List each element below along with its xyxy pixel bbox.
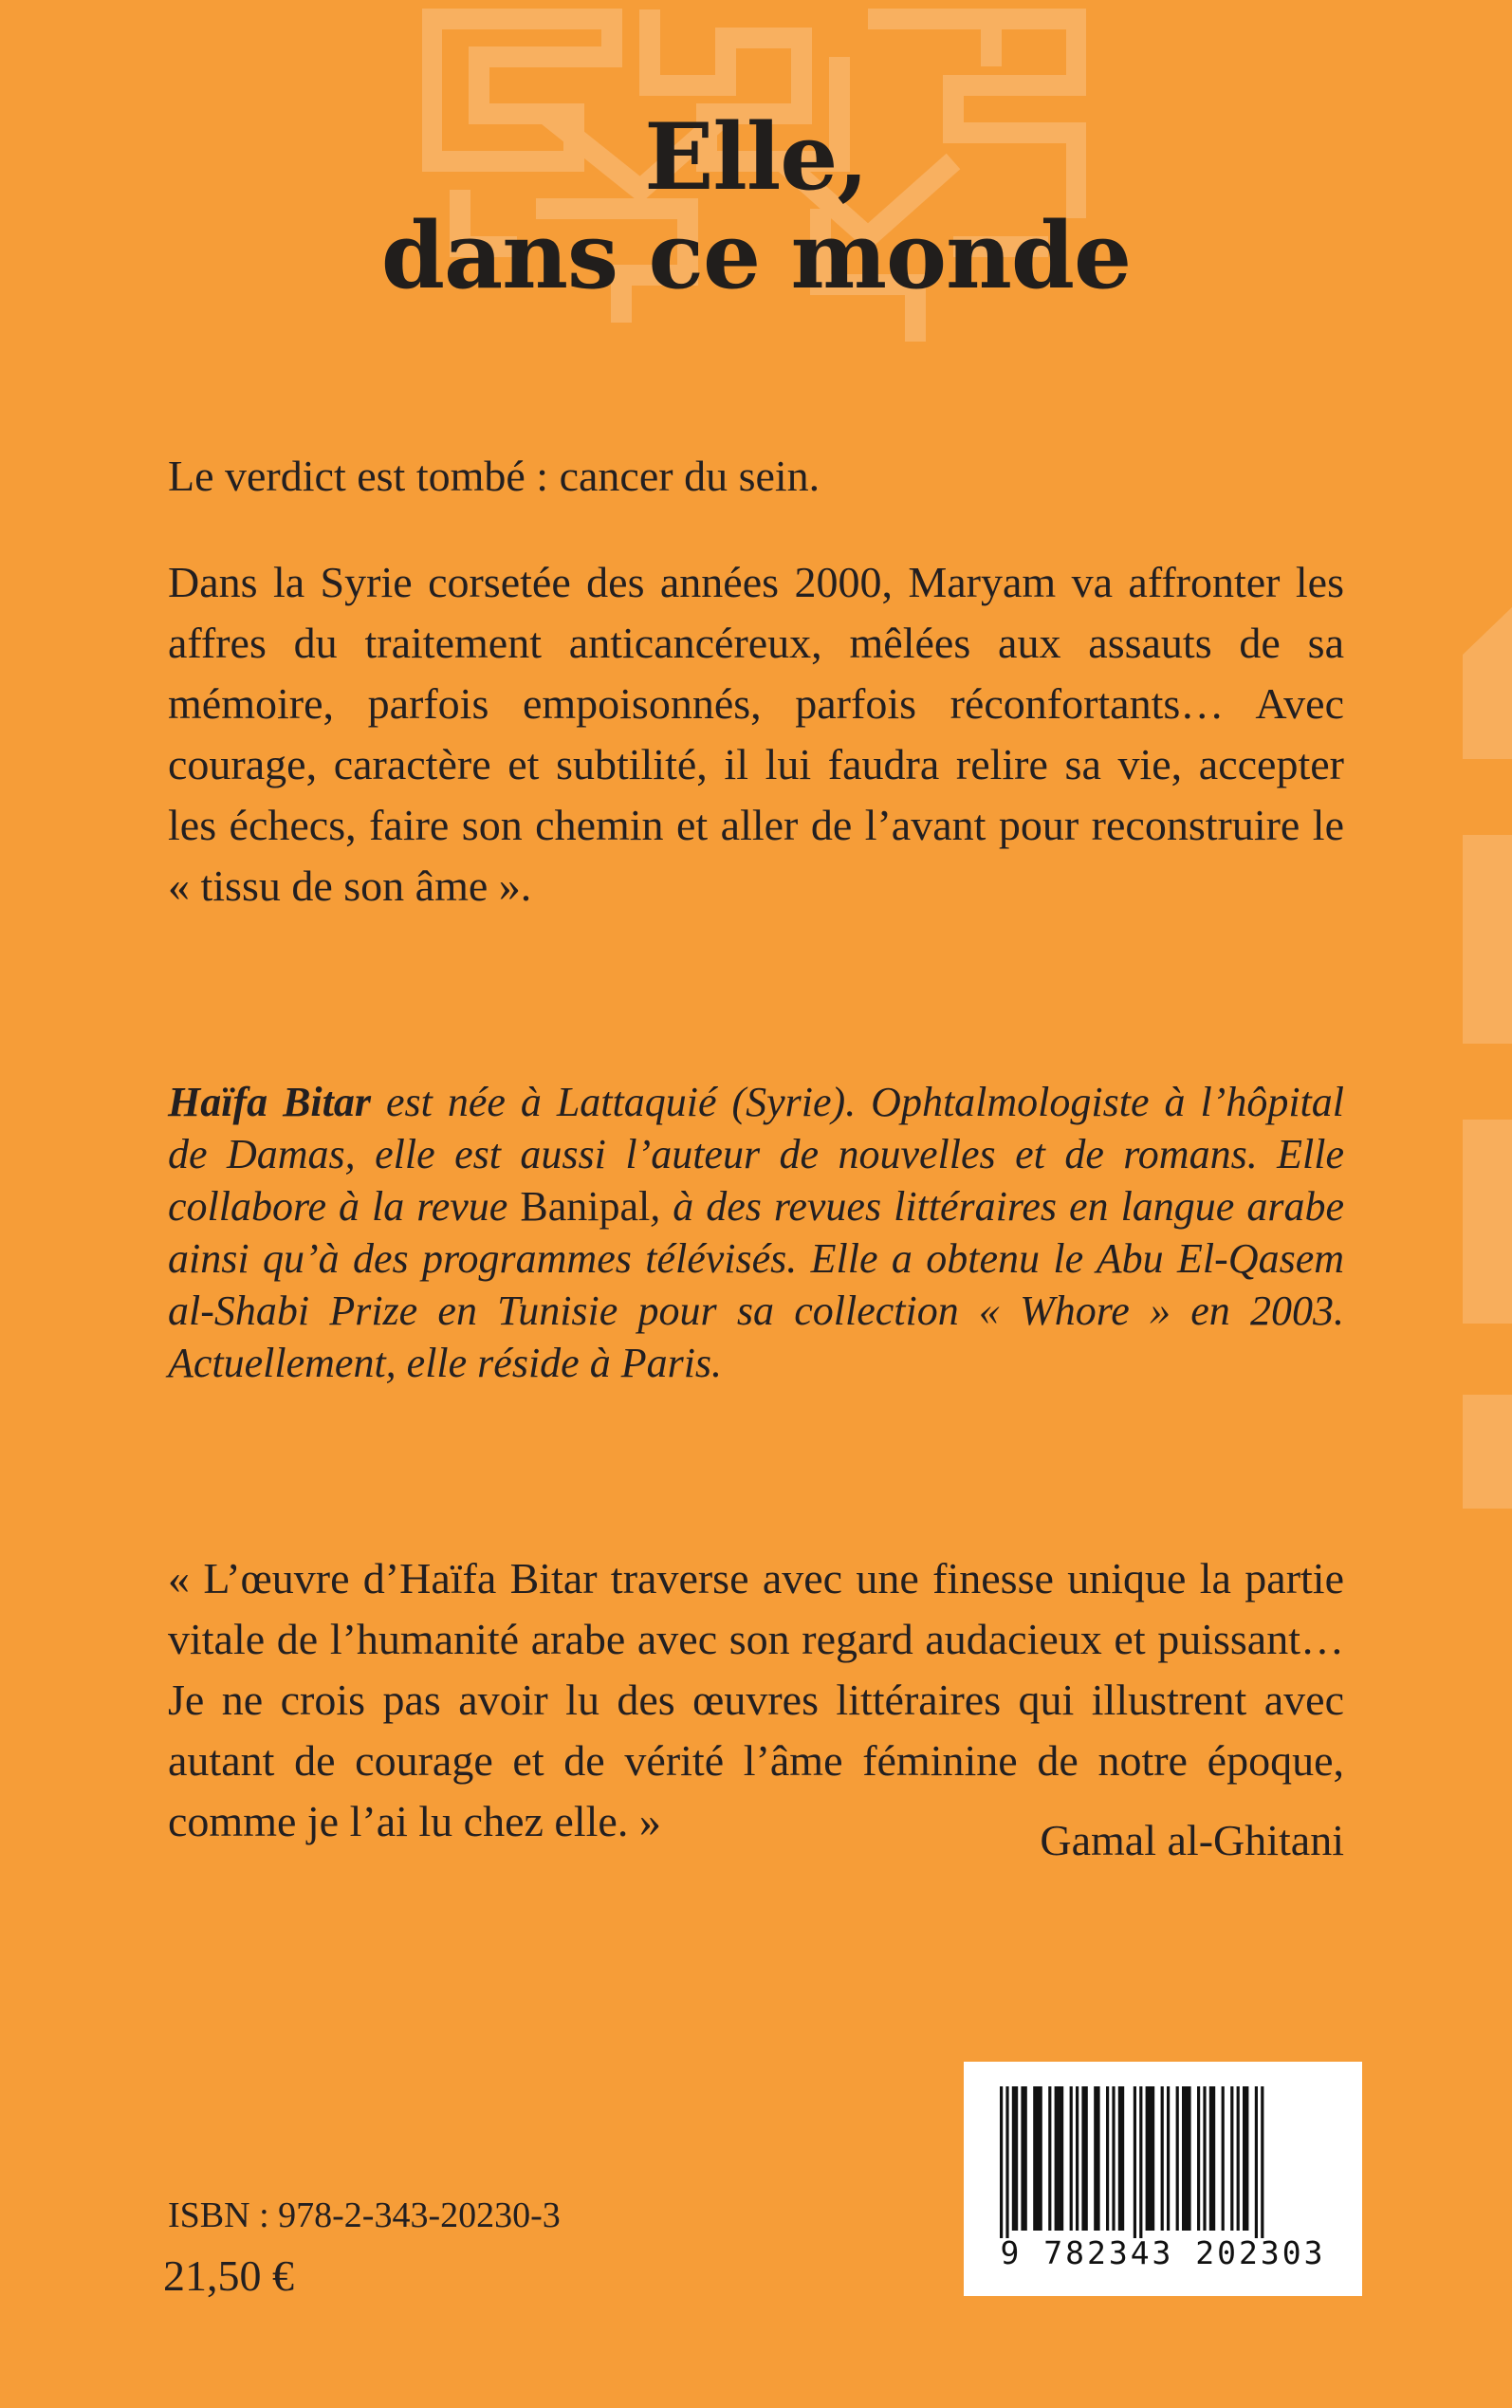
book-title-line1: Elle, (644, 103, 868, 211)
barcode-digits: 9 782343 202303 (1000, 2234, 1326, 2271)
verdict-text: Le verdict est tombé : cancer du sein. (168, 452, 821, 500)
price-text: 21,50 € (163, 2251, 294, 2300)
review-quote: « L’œuvre d’Haïfa Bitar traverse avec une finesse unique la partie vitale de l’humanité arabe avec son regard audacieux et puissant… Je ne crois pas avoir lu des œuvres littéraires qui illustrent avec autant de courage et de vérité l’âme féminine de notre époque, comme je l’ai lu chez elle. » (168, 1554, 1344, 1845)
barcode (964, 2062, 1362, 2296)
quote-attribution: Gamal al-Ghitani (1040, 1816, 1344, 1864)
journal-name: Banipal (520, 1183, 651, 1230)
side-decoration (1455, 0, 1512, 2408)
summary-text: Dans la Syrie corsetée des années 2000, Maryam va affronter les affres du traitement anticancéreux, mêlées aux assauts de sa mémoire, parfois empoisonnés, parfois réconfortants… Avec courage, caractère et subtilité, il lui faudra relire sa vie, accepter les échecs, faire son chemin et aller de l’avant pour reconstruire le « tissu de son âme ». (168, 558, 1344, 910)
author-name: Haïfa Bitar (168, 1079, 371, 1125)
author-bio-text-1: est née à Lattaquié (Syrie). Ophtalmologiste à l’hôpital de Damas, elle est aussi l’auteur de nouvelles et de romans. Elle collabore à la revue (168, 1079, 1344, 1230)
isbn-text: ISBN : 978-2-343-20230-3 (168, 2195, 561, 2235)
book-title-line2: dans ce monde (380, 202, 1132, 309)
author-bio-text-2: , à des revues littéraires en langue arabe ainsi qu’à des programmes télévisés. Elle a obtenu le Abu El-Qasem al-Shabi Prize en Tunisie pour sa collection « Whore » en 2003. Actuellement, elle réside à Paris. (168, 1183, 1344, 1386)
author-bio (168, 1076, 1344, 1389)
